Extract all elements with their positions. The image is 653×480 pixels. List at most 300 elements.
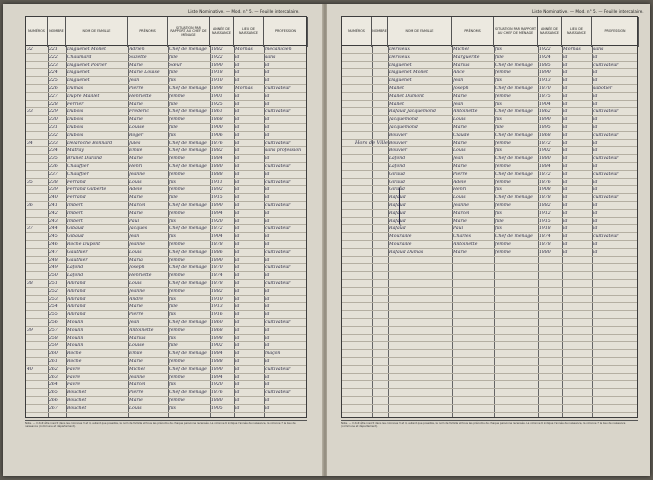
left-cell: cultivateur [265, 86, 291, 91]
left-cell: 231 [49, 125, 58, 130]
right-cell: Antoinette [453, 242, 478, 247]
table-row [26, 350, 306, 358]
table-row [26, 194, 306, 202]
left-cell: 1872 [211, 226, 223, 232]
left-cell: fille [169, 70, 178, 76]
left-cell: 1904 [211, 234, 223, 240]
right-cell: id [593, 117, 598, 123]
left-cell: Chef de ménage [169, 140, 207, 146]
right-cell: Giraud [389, 187, 405, 193]
left-cell: 261 [49, 359, 58, 364]
left-cell: 249 [49, 265, 58, 271]
right-column-header: PRÉNOMS [452, 17, 494, 47]
right-cell: 1912 [539, 210, 551, 216]
left-cell: id [235, 288, 240, 294]
left-cell: 229 [49, 109, 58, 115]
left-cell: 40 [27, 366, 33, 372]
left-cell: femme [169, 187, 185, 193]
left-cell: id [235, 54, 240, 60]
left-cell: id [235, 265, 240, 271]
right-cell: Henri [453, 187, 467, 193]
table-row [26, 77, 306, 85]
left-cell: cultivateur [265, 203, 291, 208]
left-cell: Moulin [67, 343, 84, 349]
left-cell: Allirand [67, 304, 86, 310]
left-cell: 226 [49, 86, 58, 91]
left-cell: 1892 [211, 187, 223, 193]
right-cell: femme [495, 93, 511, 99]
right-cell: id [593, 210, 598, 216]
right-cell: 1868 [539, 132, 551, 138]
left-cell: Jeanne [129, 242, 145, 247]
right-cell: Jacquemond [389, 125, 418, 130]
right-cell: fils [495, 148, 502, 154]
left-cell: id [265, 343, 270, 349]
right-cell: femme [495, 249, 511, 255]
left-cell: 1894 [211, 210, 223, 216]
right-footnote: Note. — Il doit être inscrit dans les colonnes 3 et 4, autant que possible, le nom de famille et tous les prénoms de chaque personne recensée. La colonne 6 indique l'année de naissance, la colonne 7 le lieu de naissance (commune et département). [341, 422, 626, 429]
right-cell: Jean [453, 156, 464, 162]
left-cell: 1861 [211, 109, 223, 115]
table-row [342, 397, 637, 405]
right-cell: id [563, 249, 568, 255]
right-cell: id [563, 101, 568, 107]
left-cell: 248 [49, 257, 58, 263]
table-row [26, 163, 306, 171]
right-cell: Lafond [389, 164, 406, 169]
table-row [342, 93, 637, 101]
table-row [342, 249, 637, 257]
left-cell: Allirand [67, 288, 86, 294]
left-cell: Delaroche Bonnard [67, 140, 113, 146]
left-cell: Dubois [67, 117, 84, 123]
left-cell: 262 [49, 366, 58, 372]
table-row [26, 233, 306, 241]
right-cell: Pierre [453, 171, 468, 177]
left-cell: id [265, 327, 270, 333]
right-cell: 1875 [539, 93, 551, 99]
right-cell: Marie [453, 164, 467, 169]
table-row [26, 218, 306, 226]
table-row [342, 194, 637, 202]
left-cell: femme [169, 327, 185, 333]
right-cell: 1890 [539, 70, 551, 76]
right-cell: 1895 [539, 125, 551, 130]
right-cell: id [563, 203, 568, 208]
right-cell: Louis [453, 117, 466, 123]
left-cell: id [235, 179, 240, 185]
right-column-header: NUMÉROS [342, 17, 372, 47]
left-cell: femme [169, 210, 185, 216]
right-cell: 1870 [539, 86, 551, 91]
left-cell: 251 [49, 281, 58, 286]
left-cell: 1882 [211, 148, 223, 154]
left-column-header: PRÉNOMS [128, 17, 168, 47]
left-cell: 222 [49, 54, 58, 60]
right-page [327, 4, 650, 476]
left-cell: 239 [49, 187, 58, 193]
left-cell: 264 [49, 382, 58, 388]
left-cell: 1882 [211, 47, 223, 52]
left-cell: id [235, 132, 240, 138]
right-cell: id [593, 148, 598, 154]
left-cell: 1884 [211, 351, 223, 357]
left-cell: 1888 [211, 359, 223, 364]
left-cell: cultivateur [265, 226, 291, 232]
open-register [3, 4, 650, 476]
left-cell: Allirand [67, 312, 86, 318]
table-row [26, 69, 306, 77]
left-cell: id [235, 320, 240, 325]
left-cell: id [235, 187, 240, 193]
right-cell: id [593, 54, 598, 60]
right-cell: id [593, 218, 598, 224]
table-row [342, 350, 637, 358]
left-cell: femme [169, 257, 185, 263]
left-cell: Paul [129, 218, 140, 224]
left-cell: 1898 [211, 86, 223, 91]
left-cell: Favre [67, 382, 81, 388]
table-row [26, 140, 306, 148]
left-cell: id [265, 304, 270, 310]
left-cell: Antoinette [129, 327, 154, 333]
right-cell: 1882 [539, 203, 551, 208]
left-cell: Imbert [67, 203, 83, 208]
left-cell: Marie [129, 156, 143, 162]
left-cell: Marcel [129, 382, 146, 388]
left-cell: id [235, 62, 240, 68]
left-cell: Daguenet [67, 78, 90, 84]
left-cell: Dumas [67, 86, 84, 91]
right-cell: 1902 [539, 148, 551, 154]
right-cell: id [593, 164, 598, 169]
right-cell: Marie [453, 249, 467, 255]
right-cell: id [593, 179, 598, 185]
right-column-header: LIEU DE NAISSANCE [562, 17, 592, 47]
left-cell: 1910 [211, 78, 223, 84]
right-cell: id [563, 210, 568, 216]
left-cell: Favre [67, 374, 81, 380]
left-cell: id [235, 382, 240, 388]
left-cell: 246 [49, 242, 58, 247]
right-cell: id [563, 171, 568, 177]
right-cell: Bouvier [389, 140, 408, 146]
left-cell: 260 [49, 351, 58, 357]
table-row [26, 85, 306, 93]
left-cell: 1874 [211, 273, 223, 279]
left-cell: 1880 [211, 398, 223, 403]
left-cell: Marius [129, 335, 146, 341]
left-cell: Émile [129, 351, 143, 357]
left-cell: mécanicien [265, 47, 292, 52]
table-row [26, 101, 306, 109]
left-cell: Moulin [67, 327, 84, 333]
left-cell: id [265, 382, 270, 388]
right-cell: 1878 [539, 242, 551, 247]
left-cell: 256 [49, 320, 58, 325]
left-cell: Marie [129, 117, 143, 123]
right-cell: id [563, 234, 568, 240]
left-cell: 1925 [211, 101, 223, 107]
right-cell: Chef de ménage [495, 156, 533, 162]
table-row [26, 389, 306, 397]
table-row [342, 155, 637, 163]
left-cell: id [235, 242, 240, 247]
table-row [26, 381, 306, 389]
left-cell: id [235, 390, 240, 396]
left-cell: Chef de ménage [169, 203, 207, 208]
right-cell: Marguerite [453, 54, 480, 60]
table-row [342, 69, 637, 77]
left-cell: Favre [67, 366, 81, 372]
right-cell: Mallet Dumont [389, 93, 424, 99]
left-cell: 1910 [211, 296, 223, 302]
right-cell: 1878 [539, 195, 551, 201]
left-cell: 244 [49, 226, 58, 232]
left-cell: Matray [67, 148, 84, 154]
left-cell: cultivateur [265, 179, 291, 185]
left-cell: id [235, 359, 240, 364]
left-cell: Louise [129, 125, 145, 130]
left-cell: 234 [49, 148, 58, 154]
table-row [26, 342, 306, 350]
right-cell: Louis [453, 195, 466, 201]
left-cell: id [235, 398, 240, 403]
left-cell: id [265, 210, 270, 216]
left-cell: id [235, 70, 240, 76]
left-cell: Adèle [129, 187, 143, 193]
left-cell: id [235, 148, 240, 154]
table-row [342, 202, 637, 210]
right-column-header: SITUATION PAR RAPPORT AU CHEF DE MÉNAGE [494, 17, 538, 47]
table-row [26, 272, 306, 280]
left-cell: 1902 [211, 343, 223, 349]
left-cell: 243 [49, 218, 58, 224]
left-column-header: PROFESSION [264, 17, 308, 47]
left-cell: 247 [49, 249, 58, 255]
right-cell: Chef de ménage [495, 62, 533, 68]
left-cell: Henriette [129, 273, 152, 279]
left-cell: id [235, 93, 240, 99]
left-cell: 258 [49, 335, 58, 341]
left-cell: id [265, 288, 270, 294]
right-cell: Jean [453, 101, 464, 107]
left-cell: 232 [49, 132, 58, 138]
right-cell: Marie [453, 125, 467, 130]
left-cell: 1894 [211, 374, 223, 380]
left-cell: Daguenet [67, 70, 90, 76]
left-cell: fils [169, 335, 176, 341]
right-cell: 1908 [539, 187, 551, 193]
left-cell: 1890 [211, 366, 223, 372]
left-cell: Dubois [67, 132, 84, 138]
left-cell: Dupré Maillet [67, 93, 100, 99]
left-cell: Gibaud [67, 226, 84, 232]
right-cell: Rafaud [389, 226, 406, 232]
left-cell: 1916 [211, 312, 223, 318]
right-cell: 1918 [539, 226, 551, 232]
right-cell: 1872 [539, 140, 551, 146]
right-cell: id [563, 218, 568, 224]
left-cell: Louis [129, 249, 142, 255]
left-cell: 221 [49, 47, 58, 52]
left-cell: id [235, 109, 240, 115]
table-row [342, 225, 637, 233]
left-cell: 1878 [211, 242, 223, 247]
left-cell: fils [169, 296, 176, 302]
left-cell: Roger [129, 132, 144, 138]
left-cell: Chef de ménage [169, 249, 207, 255]
left-cell: 263 [49, 374, 58, 380]
left-column-header: NOMBRE [48, 17, 66, 47]
left-cell: femme [169, 374, 185, 380]
left-cell: id [265, 156, 270, 162]
right-cell: id [593, 140, 598, 146]
left-cell: Chef de ménage [169, 351, 207, 357]
right-cell: id [593, 249, 598, 255]
right-cell: 1862 [539, 109, 551, 115]
left-cell: Gauthier [67, 257, 88, 263]
left-cell: Chef de ménage [169, 226, 207, 232]
left-cell: Moulin [67, 335, 84, 341]
right-cell: femme [495, 70, 511, 76]
left-cell: id [265, 234, 270, 240]
right-cell: fille [495, 54, 504, 60]
table-row [26, 186, 306, 194]
right-cell: Bouvier [389, 148, 408, 154]
right-cell: Daguenet [389, 62, 412, 68]
left-cell: fils [169, 218, 176, 224]
left-cell: 33 [27, 109, 33, 115]
left-page-header: Liste Nominative. — Mod. n° 5. — Feuille intercalaire. [188, 9, 300, 14]
left-cell: Chef de ménage [169, 366, 207, 372]
left-cell: Marie [129, 304, 143, 310]
table-row [342, 335, 637, 343]
left-cell: 1911 [211, 179, 223, 185]
right-cell: id [563, 78, 568, 84]
left-cell: 1890 [211, 257, 223, 263]
right-cell: id [593, 125, 598, 130]
right-cell: Rafaud [389, 203, 406, 208]
right-cell: id [563, 125, 568, 130]
left-cell: 1878 [211, 281, 223, 286]
left-cell: Dubois [67, 125, 84, 130]
left-cell: id [235, 156, 240, 162]
table-row [342, 186, 637, 194]
right-cell: id [593, 101, 598, 107]
left-cell: Marie [129, 101, 143, 107]
left-cell: id [235, 327, 240, 333]
left-cell: 245 [49, 234, 58, 240]
table-row [26, 249, 306, 257]
left-cell: 242 [49, 210, 58, 216]
right-cell: Daguenet Mollet [389, 70, 428, 76]
left-footnote: Note. — Il doit être inscrit dans les colonnes 3 et 4, autant que possible, le nom de famille et tous les prénoms de chaque personne recensée. La colonne 6 indique l'année de naissance, la colonne 7 le lieu de naissance (commune et département). [25, 422, 296, 429]
left-cell: 254 [49, 304, 58, 310]
left-cell: 259 [49, 343, 58, 349]
left-cell: fils [169, 78, 176, 84]
left-cell: id [235, 405, 240, 411]
right-cell: 1876 [539, 179, 551, 185]
right-cell: id [563, 70, 568, 76]
left-cell: cultivateur [265, 249, 291, 255]
right-cell: id [563, 62, 568, 68]
table-row [342, 108, 637, 116]
right-cell: Rafaud Dumas [389, 249, 424, 255]
left-cell: 227 [49, 93, 58, 99]
left-cell: André [129, 296, 144, 302]
right-cell: Chef de ménage [495, 109, 533, 115]
left-cell: fils [169, 132, 176, 138]
table-row [26, 202, 306, 210]
left-cell: fille [169, 304, 178, 310]
left-cell: Lafond [67, 273, 84, 279]
right-cell: fille [495, 218, 504, 224]
left-cell: Bouchet [67, 398, 87, 403]
right-cell: id [563, 132, 568, 138]
left-cell: id [235, 140, 240, 146]
table-row [26, 257, 306, 265]
left-cell: Chauffier [67, 164, 89, 169]
left-cell: id [235, 249, 240, 255]
left-cell: id [265, 171, 270, 177]
table-row [342, 264, 637, 272]
table-row [26, 374, 306, 382]
table-row [26, 296, 306, 304]
right-cell: femme [495, 164, 511, 169]
table-row [342, 241, 637, 249]
left-cell: Pierre [129, 312, 144, 318]
right-cell: id [563, 242, 568, 247]
left-cell: Chef de ménage [169, 390, 207, 396]
left-cell: id [265, 78, 270, 84]
left-cell: Chaumard [67, 54, 92, 60]
left-cell: id [265, 296, 270, 302]
left-cell: id [265, 62, 270, 68]
table-row [26, 147, 306, 155]
table-row [342, 389, 637, 397]
left-cell: 233 [49, 140, 58, 146]
right-cell: Jacquemond [389, 117, 418, 123]
left-column-header: LIEU DE NAISSANCE [234, 17, 264, 47]
right-cell: Jeanne [453, 203, 469, 208]
right-cell: 1890 [539, 117, 551, 123]
table-row [342, 171, 637, 179]
left-cell: Marie Louise [129, 70, 160, 76]
left-cell: id [265, 242, 270, 247]
right-cell: id [593, 242, 598, 247]
table-row [342, 327, 637, 335]
right-cell: id [563, 187, 568, 193]
left-cell: 34 [27, 140, 33, 146]
right-cell: Rafaud Jacquemond [389, 109, 436, 115]
left-cell: Maria [129, 257, 143, 263]
left-cell: 237 [49, 171, 58, 177]
left-cell: 255 [49, 312, 58, 318]
left-cell: 225 [49, 78, 58, 84]
table-row [342, 179, 637, 187]
table-row [342, 272, 637, 280]
left-cell: 1915 [211, 195, 223, 201]
table-row [342, 296, 637, 304]
left-cell: Chef de ménage [169, 281, 207, 286]
left-cell: id [265, 405, 270, 411]
left-cell: Ferrand Gilberte [67, 187, 107, 193]
left-cell: Jeanne [129, 288, 145, 294]
left-cell: Pierre [129, 390, 144, 396]
table-row [26, 155, 306, 163]
right-cell: 1874 [539, 234, 551, 240]
